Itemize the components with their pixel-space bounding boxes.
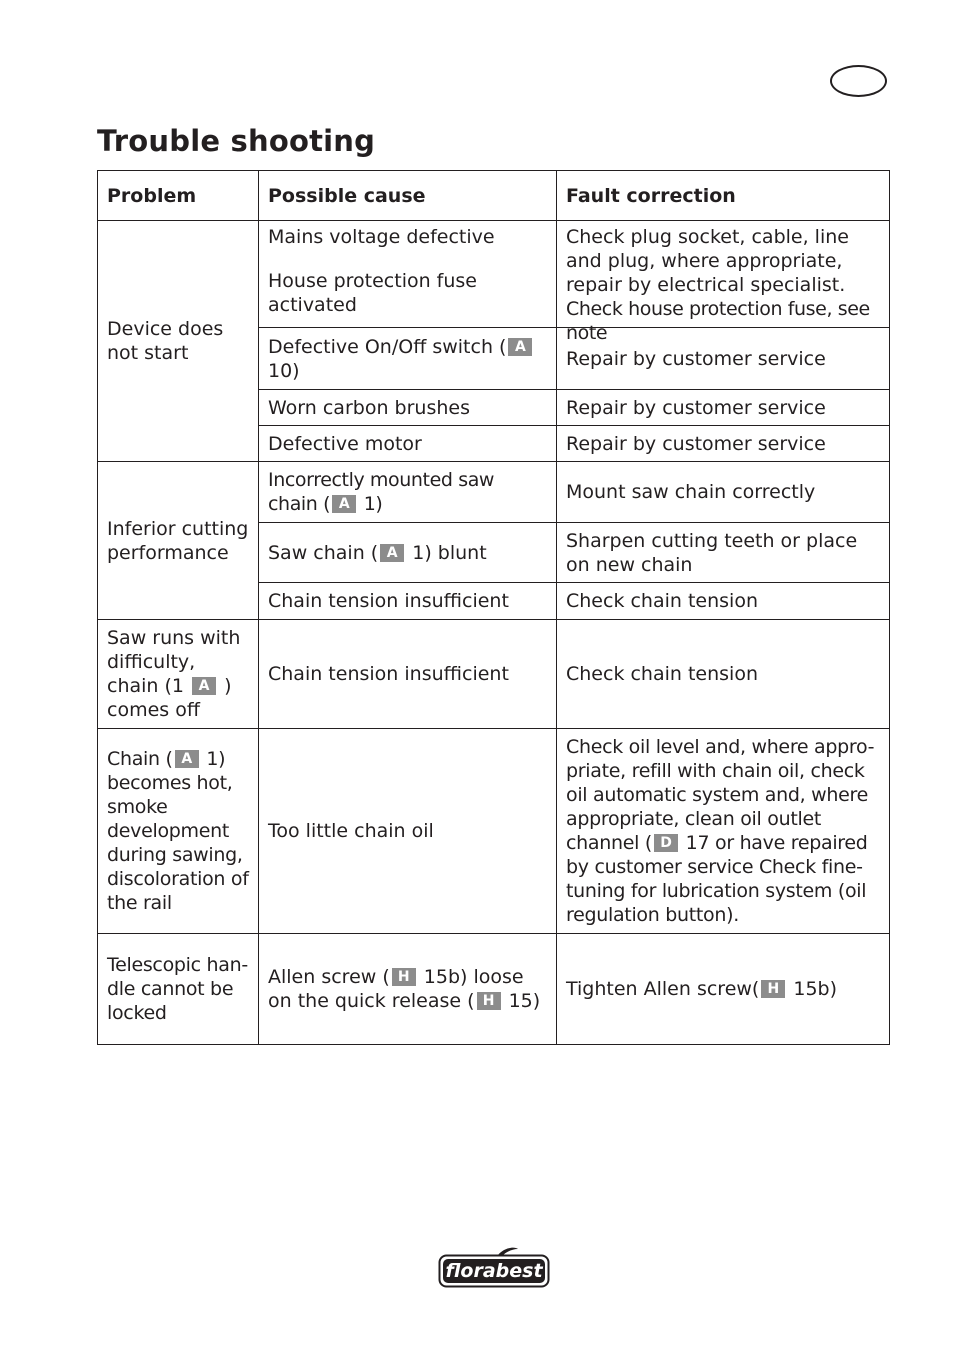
figure-ref-badge: A	[192, 677, 216, 695]
table-header-row	[98, 171, 890, 221]
cause-text: Mains voltage defective	[268, 226, 495, 248]
figure-ref-badge: A	[332, 495, 356, 513]
correction-text: Check plug socket, cable, line and plug, where appropriate, repair by electrical specialist.	[566, 226, 849, 296]
correction-text: Check house protection fuse, see note	[566, 298, 870, 344]
problem-cell: Inferior cutting performance	[98, 462, 259, 620]
table-row	[98, 462, 890, 523]
figure-ref-badge: H	[761, 980, 785, 998]
cause-cell: Chain tension insufficient	[259, 620, 557, 729]
cause-cell	[259, 221, 557, 328]
correction-cell: Check chain tension	[557, 620, 890, 729]
cause-cell: Saw chain ( A 1) blunt	[259, 523, 557, 583]
figure-ref-badge: H	[477, 992, 501, 1010]
cause-cell: Incorrectly mounted saw chain ( A 1)	[259, 462, 557, 523]
table-row	[98, 221, 890, 328]
florabest-logo	[438, 1246, 550, 1288]
figure-ref-badge: A	[175, 750, 199, 768]
problem-cell: Device does not start	[98, 221, 259, 462]
table-row	[98, 729, 890, 934]
problem-cell: Telescopic han-dle cannot be locked	[98, 934, 259, 1045]
correction-cell: Repair by customer service	[557, 426, 890, 462]
cause-cell: Defective motor	[259, 426, 557, 462]
figure-ref-badge: D	[654, 834, 678, 852]
table-row	[98, 620, 890, 729]
correction-cell: Sharpen cutting teeth or place on new chain	[557, 523, 890, 583]
figure-ref-badge: A	[380, 544, 404, 562]
header-cause: Possible cause	[259, 171, 557, 221]
header-correction: Fault correction	[557, 171, 890, 221]
correction-cell: Check oil level and, where appro-priate, refill with chain oil, check oil automatic system and, where appropriate, clean oil outlet channel ( D 17 or have repaired by customer service Check fine-tuning for lubrication system (oil regulation button).	[557, 729, 890, 934]
figure-ref-badge: H	[392, 968, 416, 986]
figure-ref-badge: A	[508, 338, 532, 356]
problem-cell: Saw runs with difficulty, chain (1 A ) comes off	[98, 620, 259, 729]
correction-cell: Mount saw chain correctly	[557, 462, 890, 523]
correction-cell: Tighten Allen screw( H 15b)	[557, 934, 890, 1045]
cause-text: House protection fuse activated	[268, 270, 477, 316]
correction-cell: Repair by customer service	[557, 328, 890, 390]
cause-cell: Worn carbon brushes	[259, 390, 557, 426]
problem-cell: Chain ( A 1) becomes hot, smoke development during sawing, discoloration of the rail	[98, 729, 259, 934]
correction-cell	[557, 221, 890, 344]
troubleshooting-table	[97, 170, 890, 1045]
cause-cell: Defective On/Off switch ( A 10)	[259, 328, 557, 390]
header-problem: Problem	[98, 171, 259, 221]
correction-cell: Check chain tension	[557, 583, 890, 620]
logo-text: florabest	[445, 1260, 543, 1282]
correction-cell: Repair by customer service	[557, 390, 890, 426]
page-title: Trouble shooting	[97, 124, 376, 158]
table-row	[98, 934, 890, 1045]
cause-cell: Chain tension insufficient	[259, 583, 557, 620]
cause-cell: Too little chain oil	[259, 729, 557, 934]
cause-cell: Allen screw ( H 15b) loose on the quick release ( H 15)	[259, 934, 557, 1045]
language-badge	[830, 65, 887, 97]
